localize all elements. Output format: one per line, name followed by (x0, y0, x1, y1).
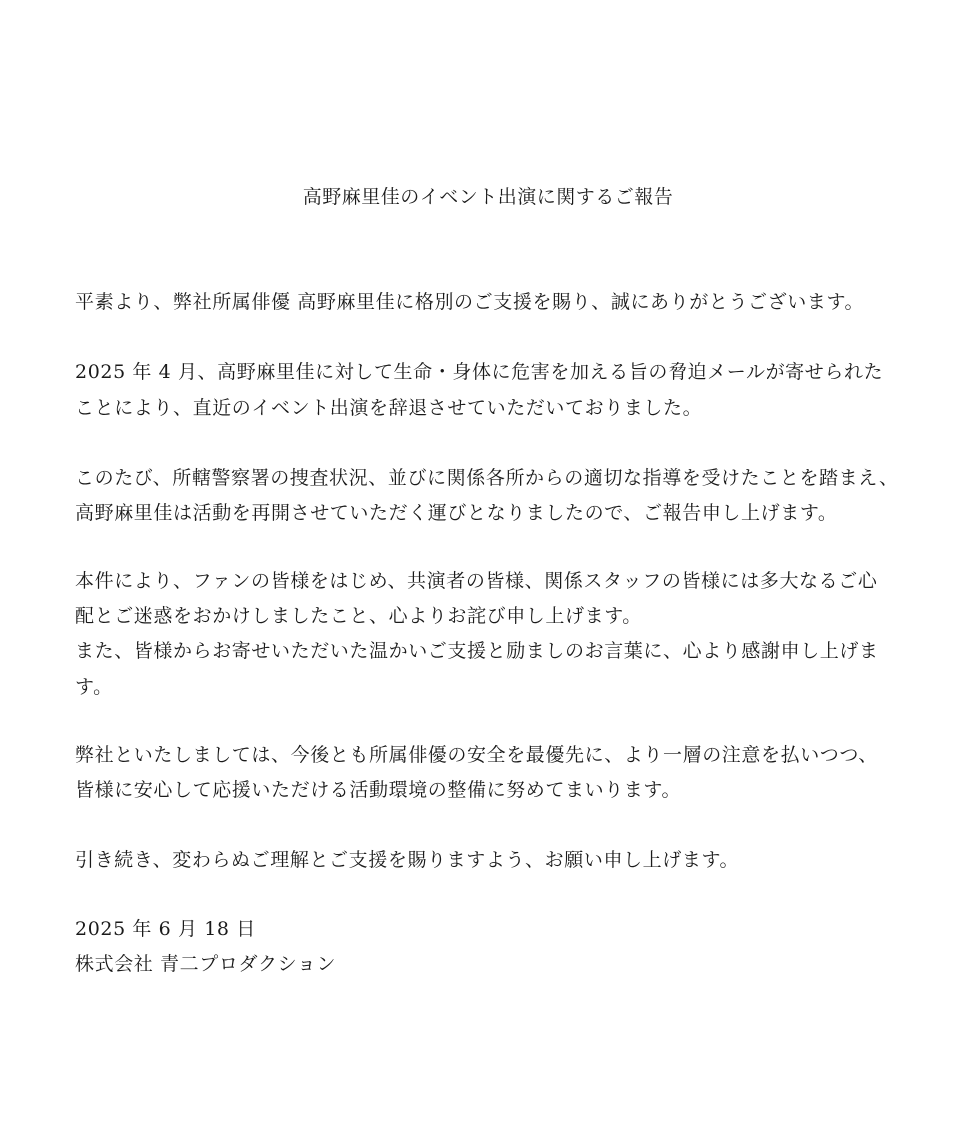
company-name: 株式会社 青二プロダクション (75, 953, 337, 975)
policy-line-2: 皆様に安心して応援いただける活動環境の整備に努めてまいります。 (75, 779, 682, 801)
date-line: 2025 年 6 月 18 日 (75, 918, 256, 940)
apology-line-1: 本件により、ファンの皆様をはじめ、共演者の皆様、関係スタッフの皆様には多大なるご心 (75, 570, 878, 592)
greeting-line: 平素より、弊社所属俳優 高野麻里佳に格別のご支援を賜り、誠にありがとうございます。 (75, 291, 865, 313)
incident-line-2: ことにより、直近のイベント出演を辞退させていただいておりました。 (75, 397, 703, 419)
incident-line-1: 2025 年 4 月、高野麻里佳に対して生命・身体に危害を加える旨の脅迫メールが寄せられた (75, 361, 884, 383)
apology-line-2: 配とご迷惑をおかけしましたこと、心よりお詫び申し上げます。 (75, 605, 642, 627)
closing-line: 引き続き、変わらぬご理解とご支援を賜りますよう、お願い申し上げます。 (75, 849, 740, 871)
resumption-line-1: このたび、所轄警察署の捜査状況、並びに関係各所からの適切な指導を受けたことを踏まえ、 (75, 467, 899, 489)
policy-line-1: 弊社といたしましては、今後とも所属俳優の安全を最優先に、より一層の注意を払いつつ、 (75, 744, 878, 766)
resumption-line-2: 高野麻里佳は活動を再開させていただく運びとなりましたので、ご報告申し上げます。 (75, 502, 838, 524)
document-title: 高野麻里佳のイベント出演に関するご報告 (302, 186, 674, 208)
thanks-line-2: す。 (75, 676, 113, 698)
thanks-line-1: また、皆様からお寄せいただいた温かいご支援と励ましのお言葉に、心より感謝申し上げま (75, 640, 879, 662)
